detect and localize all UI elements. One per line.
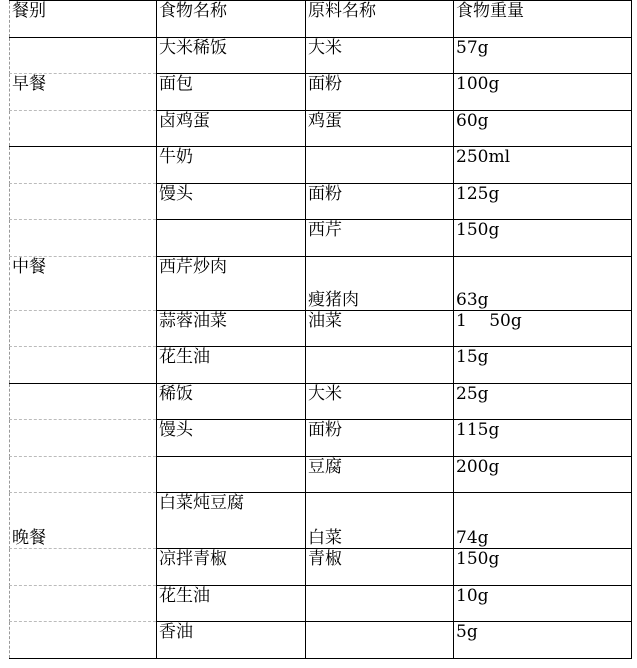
ingredient-cell: 面粉 xyxy=(306,420,454,457)
ingredient-cell xyxy=(306,622,454,659)
food-cell: 花生油 xyxy=(157,347,306,384)
food-cell: 白菜炖豆腐 xyxy=(157,493,306,549)
food-cell: 稀饭 xyxy=(157,384,306,420)
food-cell xyxy=(157,457,306,493)
meal-cell xyxy=(10,311,157,347)
table-row xyxy=(10,111,632,147)
weight-cell: 250ml xyxy=(454,147,632,184)
meal-cell xyxy=(10,220,157,257)
ingredient-cell: 青椒 xyxy=(306,549,454,586)
ingredient-cell: 面粉 xyxy=(306,184,454,220)
meal-plan-table xyxy=(9,0,632,659)
table-row xyxy=(10,384,632,420)
header-food: 食物名称 xyxy=(157,1,306,38)
meal-cell xyxy=(10,457,157,493)
ingredient-cell xyxy=(306,586,454,622)
meal-cell xyxy=(10,38,157,74)
meal-cell xyxy=(10,622,157,659)
weight-cell: 57g xyxy=(454,38,632,74)
ingredient-cell: 瘦猪肉 xyxy=(306,257,454,311)
ingredient-cell: 西芹 xyxy=(306,220,454,257)
table-row xyxy=(10,347,632,384)
ingredient-cell: 白菜 xyxy=(306,493,454,549)
ingredient-cell xyxy=(306,147,454,184)
table-row xyxy=(10,586,632,622)
weight-cell: 25g xyxy=(454,384,632,420)
ingredient-cell: 大米 xyxy=(306,384,454,420)
table-row xyxy=(10,257,632,311)
table-row xyxy=(10,622,632,659)
meal-cell: 中餐 xyxy=(10,257,157,311)
food-cell: 凉拌青椒 xyxy=(157,549,306,586)
ingredient-cell: 面粉 xyxy=(306,74,454,111)
table-row xyxy=(10,549,632,586)
table-row xyxy=(10,493,632,549)
meal-cell xyxy=(10,184,157,220)
food-cell: 西芹炒肉 xyxy=(157,257,306,311)
food-cell: 花生油 xyxy=(157,586,306,622)
meal-cell xyxy=(10,111,157,147)
table-row xyxy=(10,311,632,347)
weight-cell: 150g xyxy=(454,220,632,257)
weight-cell: 115g xyxy=(454,420,632,457)
food-cell: 面包 xyxy=(157,74,306,111)
ingredient-cell: 大米 xyxy=(306,38,454,74)
weight-cell: 1 50g xyxy=(454,311,632,347)
table-row xyxy=(10,147,632,184)
weight-cell: 15g xyxy=(454,347,632,384)
table-row xyxy=(10,420,632,457)
weight-cell: 63g xyxy=(454,257,632,311)
meal-cell xyxy=(10,347,157,384)
food-cell: 香油 xyxy=(157,622,306,659)
table-header-row xyxy=(10,1,632,38)
table-row xyxy=(10,184,632,220)
weight-cell: 10g xyxy=(454,586,632,622)
meal-cell: 早餐 xyxy=(10,74,157,111)
weight-cell: 5g xyxy=(454,622,632,659)
food-cell: 馒头 xyxy=(157,184,306,220)
meal-cell xyxy=(10,147,157,184)
meal-cell xyxy=(10,384,157,420)
weight-cell: 125g xyxy=(454,184,632,220)
header-meal: 餐别 xyxy=(10,1,157,38)
food-cell: 馒头 xyxy=(157,420,306,457)
meal-cell xyxy=(10,586,157,622)
ingredient-cell: 鸡蛋 xyxy=(306,111,454,147)
table-row xyxy=(10,457,632,493)
ingredient-cell xyxy=(306,347,454,384)
table-row xyxy=(10,74,632,111)
meal-cell xyxy=(10,549,157,586)
weight-cell: 100g xyxy=(454,74,632,111)
meal-cell xyxy=(10,420,157,457)
weight-cell: 74g xyxy=(454,493,632,549)
ingredient-cell: 油菜 xyxy=(306,311,454,347)
food-cell xyxy=(157,220,306,257)
weight-cell: 60g xyxy=(454,111,632,147)
food-cell: 蒜蓉油菜 xyxy=(157,311,306,347)
food-cell: 牛奶 xyxy=(157,147,306,184)
header-ingredient: 原料名称 xyxy=(306,1,454,38)
ingredient-cell: 豆腐 xyxy=(306,457,454,493)
header-weight: 食物重量 xyxy=(454,1,632,38)
table-row xyxy=(10,220,632,257)
weight-cell: 150g xyxy=(454,549,632,586)
food-cell: 卤鸡蛋 xyxy=(157,111,306,147)
food-cell: 大米稀饭 xyxy=(157,38,306,74)
table-row xyxy=(10,38,632,74)
meal-cell: 晚餐 xyxy=(10,493,157,549)
weight-cell: 200g xyxy=(454,457,632,493)
